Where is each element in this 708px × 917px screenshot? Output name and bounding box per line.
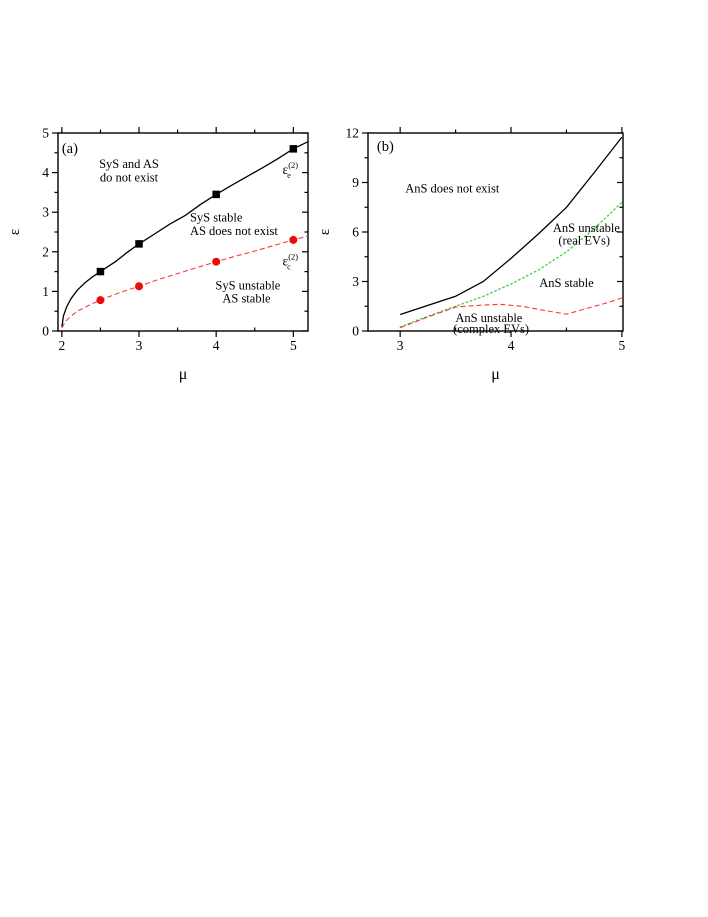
y-tick-label: 3 [352,274,359,289]
region-label: (complex EVs) [453,321,530,336]
region-label: (b) [376,139,394,156]
sys-existence-border-marker [97,268,105,276]
x-tick-label: 4 [212,338,220,353]
panel-b-chart [315,108,650,388]
region-label: SyS stable [189,210,243,225]
sys-stability-border-marker [289,236,297,244]
sys-stability-border-marker [96,296,104,304]
region-label: (a) [61,140,78,157]
region-label: AnS does not exist [405,181,500,196]
region-label: SyS and AS [99,156,159,171]
x-tick-label: 2 [58,338,66,353]
sys-existence-border-marker [212,191,220,199]
region-label: AnS unstable [455,310,523,325]
y-tick-label: 1 [42,283,49,299]
x-axis-label: μ [178,366,188,383]
y-tick-label: 12 [345,125,359,141]
y-tick-label: 0 [352,323,359,339]
x-tick-label: 5 [618,338,626,353]
region-label: SyS unstable [215,278,281,293]
curve-math-label: $\varepsilon^{(2)}$ e [282,159,299,180]
y-tick-label: 5 [42,125,49,141]
y-tick-label: 6 [352,224,359,240]
x-tick-label: 3 [396,338,404,353]
region-label: AS stable [222,291,271,306]
region-label: AnS unstable [552,221,620,235]
x-tick-label: 5 [289,338,297,353]
annotations [377,139,620,336]
y-axis-label: ε [7,228,23,236]
sys-existence-border-marker [290,145,298,153]
region-label: AS does not exist [189,224,278,239]
x-tick-label: 4 [507,338,515,353]
sys-stability-border-marker [212,258,220,266]
curve-math-label: $\varepsilon^{(2)}$ c [282,251,299,272]
y-tick-label: 3 [42,204,49,220]
y-tick-label: 0 [42,323,49,339]
y-tick-label: 9 [352,175,359,190]
panel-a-chart [5,108,335,388]
x-axis-label: μ [491,366,500,383]
sys-stability-border-marker [135,282,143,290]
region-label: (real EVs) [558,233,611,248]
annotations [62,141,298,306]
region-label: do not exist [99,170,159,185]
y-axis-label: ε [317,228,333,236]
region-label: AnS stable [539,275,594,290]
y-tick-label: 2 [42,244,49,260]
y-tick-label: 4 [42,165,49,181]
x-tick-label: 3 [135,338,143,353]
sys-existence-border-marker [135,240,143,248]
